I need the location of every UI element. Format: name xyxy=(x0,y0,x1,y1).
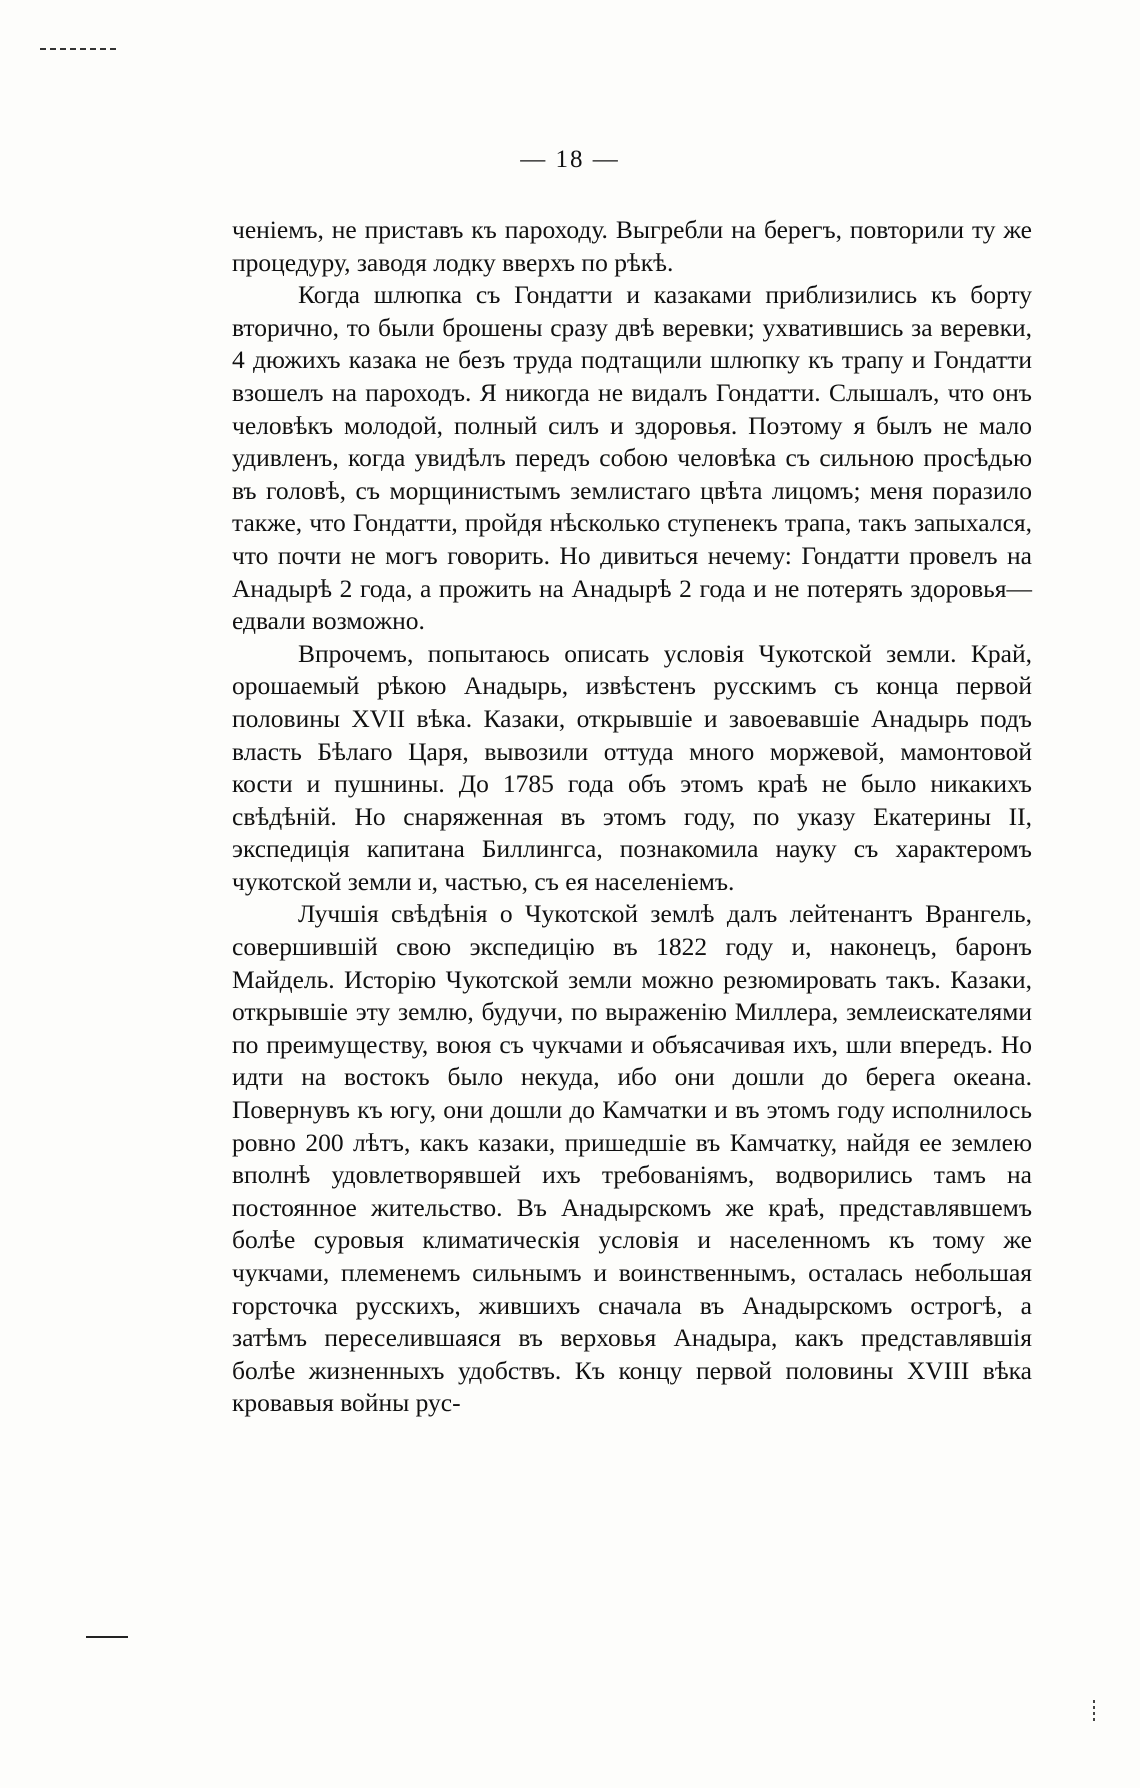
scan-artifact-top xyxy=(40,48,116,50)
paragraph-chukotka-history: Лучшія свѣдѣнія о Чукотской землѣ далъ лейтенантъ Врангель, совершившій свою экспедицію въ 1822 году и, наконецъ, баронъ Майдель. Исторію Чукотской земли можно резюмировать такъ. Казаки, открывшіе эту землю, будучи, по выраженію Миллера, землеискателями по преимуществу, воюя съ чукчами и объясачивая ихъ, шли впередъ. Но идти на востокъ было некуда, ибо они дошли до берега океана. Повернувъ къ югу, они дошли до Камчатки и въ этомъ году исполнилось ровно 200 лѣтъ, какъ казаки, пришедшіе въ Камчатку, найдя ее землею вполнѣ удовлетворявшей ихъ требованіямъ, водворились тамъ на постоянное жительство. Въ Анадырскомъ же краѣ, представлявшемъ болѣе суровыя климатическія условія и населенномъ къ тому же чукчами, племенемъ сильнымъ и воинственнымъ, осталась небольшая горсточка русскихъ, жившихъ сначала въ Анадырскомъ острогѣ, а затѣмъ переселившаяся въ верховья Анадыра, какъ представлявшія болѣе жизненныхъ удобствъ. Къ концу первой половины XVIII вѣка кровавыя войны рус- xyxy=(232,899,1032,1418)
paragraph-chukotka-conditions: Впрочемъ, попытаюсь описать условія Чукотской земли. Край, орошаемый рѣкою Анадырь, извѣстенъ русскимъ съ конца первой половины XVII вѣка. Казаки, открывшіе и завоевавшіе Анадырь подъ власть Бѣлаго Царя, вывозили оттуда много моржевой, мамонтовой кости и пушнины. До 1785 года объ этомъ краѣ не было никакихъ свѣдѣній. Но снаряженная въ этомъ году, по указу Екатерины II, экспедиція капитана Биллингса, познакомила науку съ характеромъ чукотской земли и, частью, съ ея населеніемъ. xyxy=(232,638,1032,896)
body-text xyxy=(232,214,1032,1420)
paragraph-continued: ченіемъ, не приставъ къ пароходу. Выгребли на берегъ, повторили ту же процедуру, заводя лодку вверхъ по рѣкѣ. xyxy=(232,215,1032,277)
scan-artifact-left xyxy=(86,1636,128,1638)
scan-artifact-right xyxy=(1093,1700,1095,1722)
page-number: — 18 — xyxy=(520,146,620,173)
paragraph-gondatti: Когда шлюпка съ Гондатти и казаками приблизились къ борту вторично, то были брошены сразу двѣ веревки; ухватившись за веревки, 4 дюжихъ казака не безъ труда подтащили шлюпку къ трапу и Гондатти взошелъ на пароходъ. Я никогда не видалъ Гондатти. Слышалъ, что онъ человѣкъ молодой, полный силъ и здоровья. Поэтому я былъ не мало удивленъ, когда увидѣлъ передъ собою человѣка съ сильною просѣдью въ головѣ, съ морщинистымъ землистаго цвѣта лицомъ; меня поразило также, что Гондатти, пройдя нѣсколько ступенекъ трапа, такъ запыхался, что почти не могъ говорить. Но дивиться нечему: Гондатти провелъ на Анадырѣ 2 года, а прожить на Анадырѣ 2 года и не потерять здоровья—едвали возможно. xyxy=(232,280,1032,636)
